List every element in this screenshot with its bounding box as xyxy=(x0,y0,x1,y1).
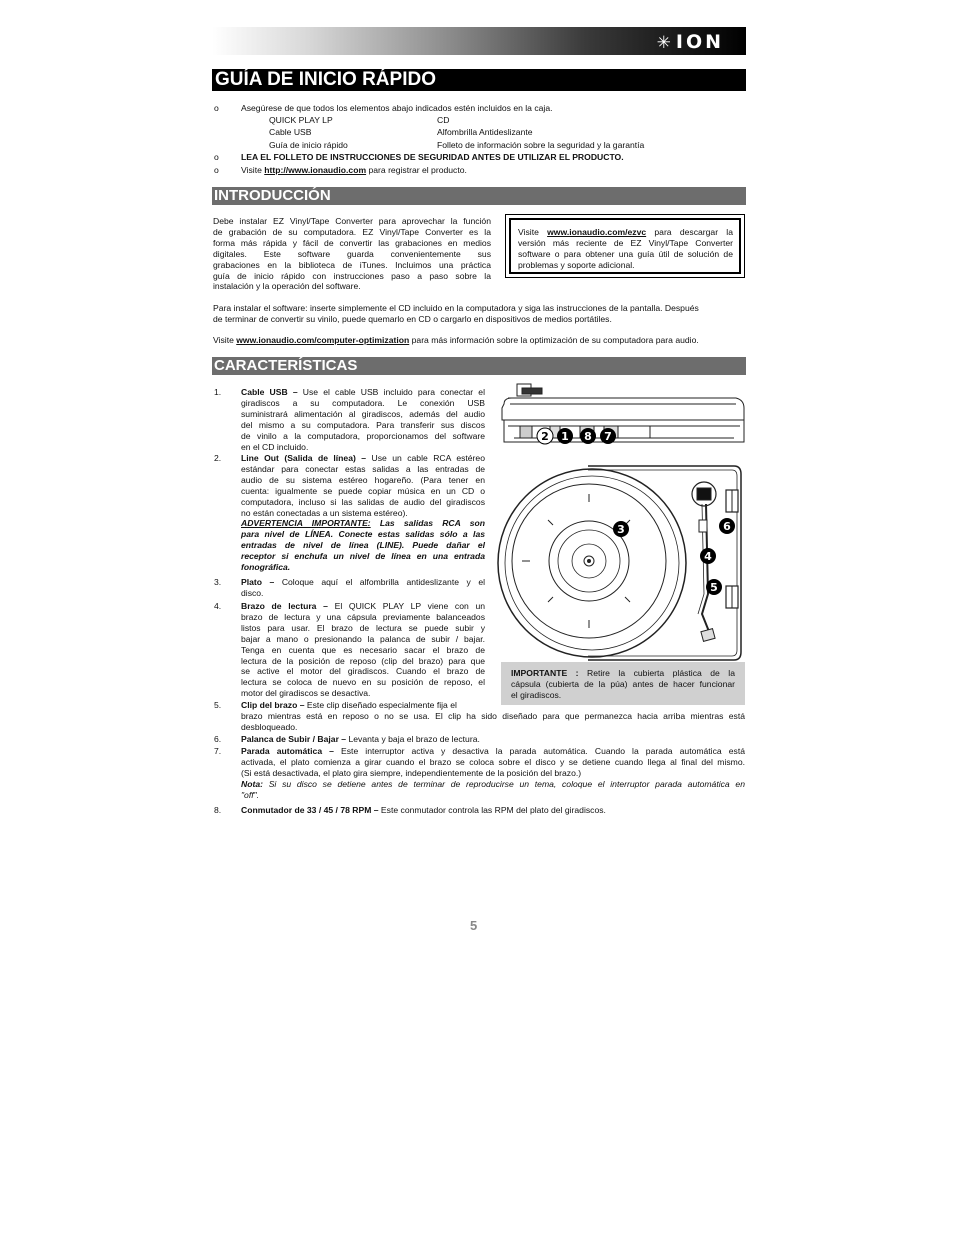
callout-5: 5 xyxy=(710,581,718,594)
feature-rpm-switch: Conmutador de 33 / 45 / 78 RPM – Este conmutador controla las RPM del plato del giradiscos. xyxy=(241,805,606,815)
callout-8: 8 xyxy=(584,430,592,443)
box-item-right-1: CD xyxy=(437,115,450,125)
feature-arm-clip: Clip del brazo – Este clip diseñado especialmente fija el brazo mientras está en reposo o no se usa. El clip ha sido diseñado para que permanezca hacia arriba mientras está desbloqueado. xyxy=(241,700,745,732)
feature-platter: Plato – Coloque aquí el alfombrilla antideslizante y el disco. xyxy=(241,577,486,598)
optimization-line: Visite www.ionaudio.com/computer-optimization para más información sobre la optimización de su computadora para audio. xyxy=(213,335,699,345)
feature-lift-lever: Palanca de Subir / Bajar – Levanta y baja el brazo de lectura. xyxy=(241,734,480,744)
turntable-top-view-diagram xyxy=(496,464,746,662)
features-heading: CARACTERÍSTICAS xyxy=(212,357,746,375)
feature-usb-cable: Cable USB – Use el cable USB incluido para conectar el giradiscos a su computadora. Le conexión USB suministrará alimentación al giradiscos, además del audio del mismo a su computadora. Para transferir sus discos de vinilo a la computadora, proporcionamos del software en el CD incluido. xyxy=(241,387,485,452)
box-contents-intro: Asegúrese de que todos los elementos abajo indicados estén incluidos en la caja. xyxy=(241,103,553,113)
item-number: 7. xyxy=(214,746,222,756)
register-line: Visite http://www.ionaudio.com para registrar el producto. xyxy=(241,165,467,175)
turntable-side-view-diagram xyxy=(500,382,746,448)
auto-stop-note: Nota: Si su disco se detiene antes de terminar de reproducirse un tema, coloque el interruptor parada automática en xyxy=(241,778,745,789)
intro-heading: INTRODUCCIÓN xyxy=(212,187,746,205)
box-item-left-1: QUICK PLAY LP xyxy=(269,115,333,125)
feature-line-out: Line Out (Salida de línea) – Use un cable RCA estéreo estándar para conectar estas salidas a las entradas de audio de su sistema estéreo hogareño. (Para tener en cuenta: igualmente se puede copiar música en un CD o computadora, incluso si las salidas de audio del giradiscos no están conectadas a un sistema estéreo). ADVERTENCIA IMPORTANTE: Las salidas RCA son para nivel de LÍNEA. Conecte estas salidas sólo a las entradas de nivel de línea (LINE). Puede dañar el receptor si enchufa un nivel de línea en una entrada fonográfica. xyxy=(241,453,485,573)
item-number: 4. xyxy=(214,601,222,611)
item-number: 5. xyxy=(214,700,222,710)
item-number: 3. xyxy=(214,577,222,587)
intro-paragraph: Debe instalar EZ Vinyl/Tape Converter para aprovechar la función de grabación de su computadora. EZ Vinyl/Tape Converter es la forma más rápida y fácil de convertir las grabaciones en medios digitales. Este software guarda convenientemente sus grabaciones en la biblioteca de iTunes. Incluimos una práctica guía de inicio rápido con instrucciones paso a paso sobre la xyxy=(213,216,491,281)
register-link[interactable]: http://www.ionaudio.com xyxy=(264,165,367,175)
ezvc-link[interactable]: www.ionaudio.com/ezvc xyxy=(547,227,647,237)
feature-auto-stop: Parada automática – Este interruptor activa y desactiva la parada automática. Cuando la parada automática está activada, el plato comienza a girar cuando el brazo se coloca sobre el disco y se detiene cuando llega al final del mismo. (Si está desactivada, el plato gira siempre, independientemente de la posición del brazo.) Nota: Si su disco se detiene antes de terminar de reproducirse un tema, coloque el interruptor parada automática en "off". xyxy=(241,746,745,800)
item-number: 6. xyxy=(214,734,222,744)
item-number: 2. xyxy=(214,453,222,463)
item-number: 8. xyxy=(214,805,222,815)
line-out-warning: ADVERTENCIA IMPORTANTE: Las salidas RCA son xyxy=(241,518,485,529)
page-number: 5 xyxy=(470,918,478,933)
box-item-left-2: Cable USB xyxy=(269,127,312,137)
callout-3: 3 xyxy=(617,523,625,536)
callout-2: 2 xyxy=(541,430,549,443)
box-item-right-3: Folleto de información sobre la seguridad y la garantía xyxy=(437,140,645,150)
callout-4: 4 xyxy=(704,550,712,563)
box-item-left-3: Guía de inicio rápido xyxy=(269,140,348,150)
intro-paragraph-last: instalación y la operación del software. xyxy=(213,281,361,291)
bullet-marker: o xyxy=(214,152,219,162)
spark-icon: ✳ xyxy=(656,33,674,53)
box-item-right-2: Alfombrilla Antideslizante xyxy=(437,127,533,137)
ion-logo: ✳ ION xyxy=(656,31,724,53)
download-note-box: Visite www.ionaudio.com/ezvc para descargar la versión más reciente de EZ Vinyl/Tape Converter software o para obtener una guía útil de solución de problemas y soporte adicional. xyxy=(505,214,745,278)
feature-tone-arm: Brazo de lectura – El QUICK PLAY LP viene con un brazo de lectura y una cápsula previamente balanceados listos para usar. El brazo de lectura se puede subir y bajar a mano o presionando la palanca de subir / bajar. Tenga en cuenta que es necesario sacar el brazo de lectura de la posición de reposo (clip del brazo) para que se active el motor del giradiscos. Cuando el brazo de lectura se coloca de nuevo en su posición de reposo, el motor del giradiscos se desactiva. xyxy=(241,601,485,699)
install-paragraph: Para instalar el software: inserte simplemente el CD incluido en la computadora y siga las instrucciones de la pantalla. Después de terminar de convertir su vinilo, puede quemarlo en CD o cargarlo en dispositivos de medios portátiles. xyxy=(213,303,699,324)
bullet-marker: o xyxy=(214,103,219,113)
optimization-link[interactable]: www.ionaudio.com/computer-optimization xyxy=(236,335,410,345)
page-title: GUÍA DE INICIO RÁPIDO xyxy=(212,69,746,91)
top-callouts xyxy=(613,518,735,595)
item-number: 1. xyxy=(214,387,222,397)
bullet-marker: o xyxy=(214,165,219,175)
callout-6: 6 xyxy=(723,520,731,533)
callout-7: 7 xyxy=(604,430,612,443)
callout-1: 1 xyxy=(561,430,569,443)
header-gradient-bar xyxy=(212,27,746,55)
important-note-box: IMPORTANTE : Retire la cubierta plástica de la cápsula (cubierta de la púa) antes de hacer funcionar el giradiscos. xyxy=(501,662,745,705)
safety-warning: LEA EL FOLLETO DE INSTRUCCIONES DE SEGURIDAD ANTES DE UTILIZAR EL PRODUCTO. xyxy=(241,152,624,162)
